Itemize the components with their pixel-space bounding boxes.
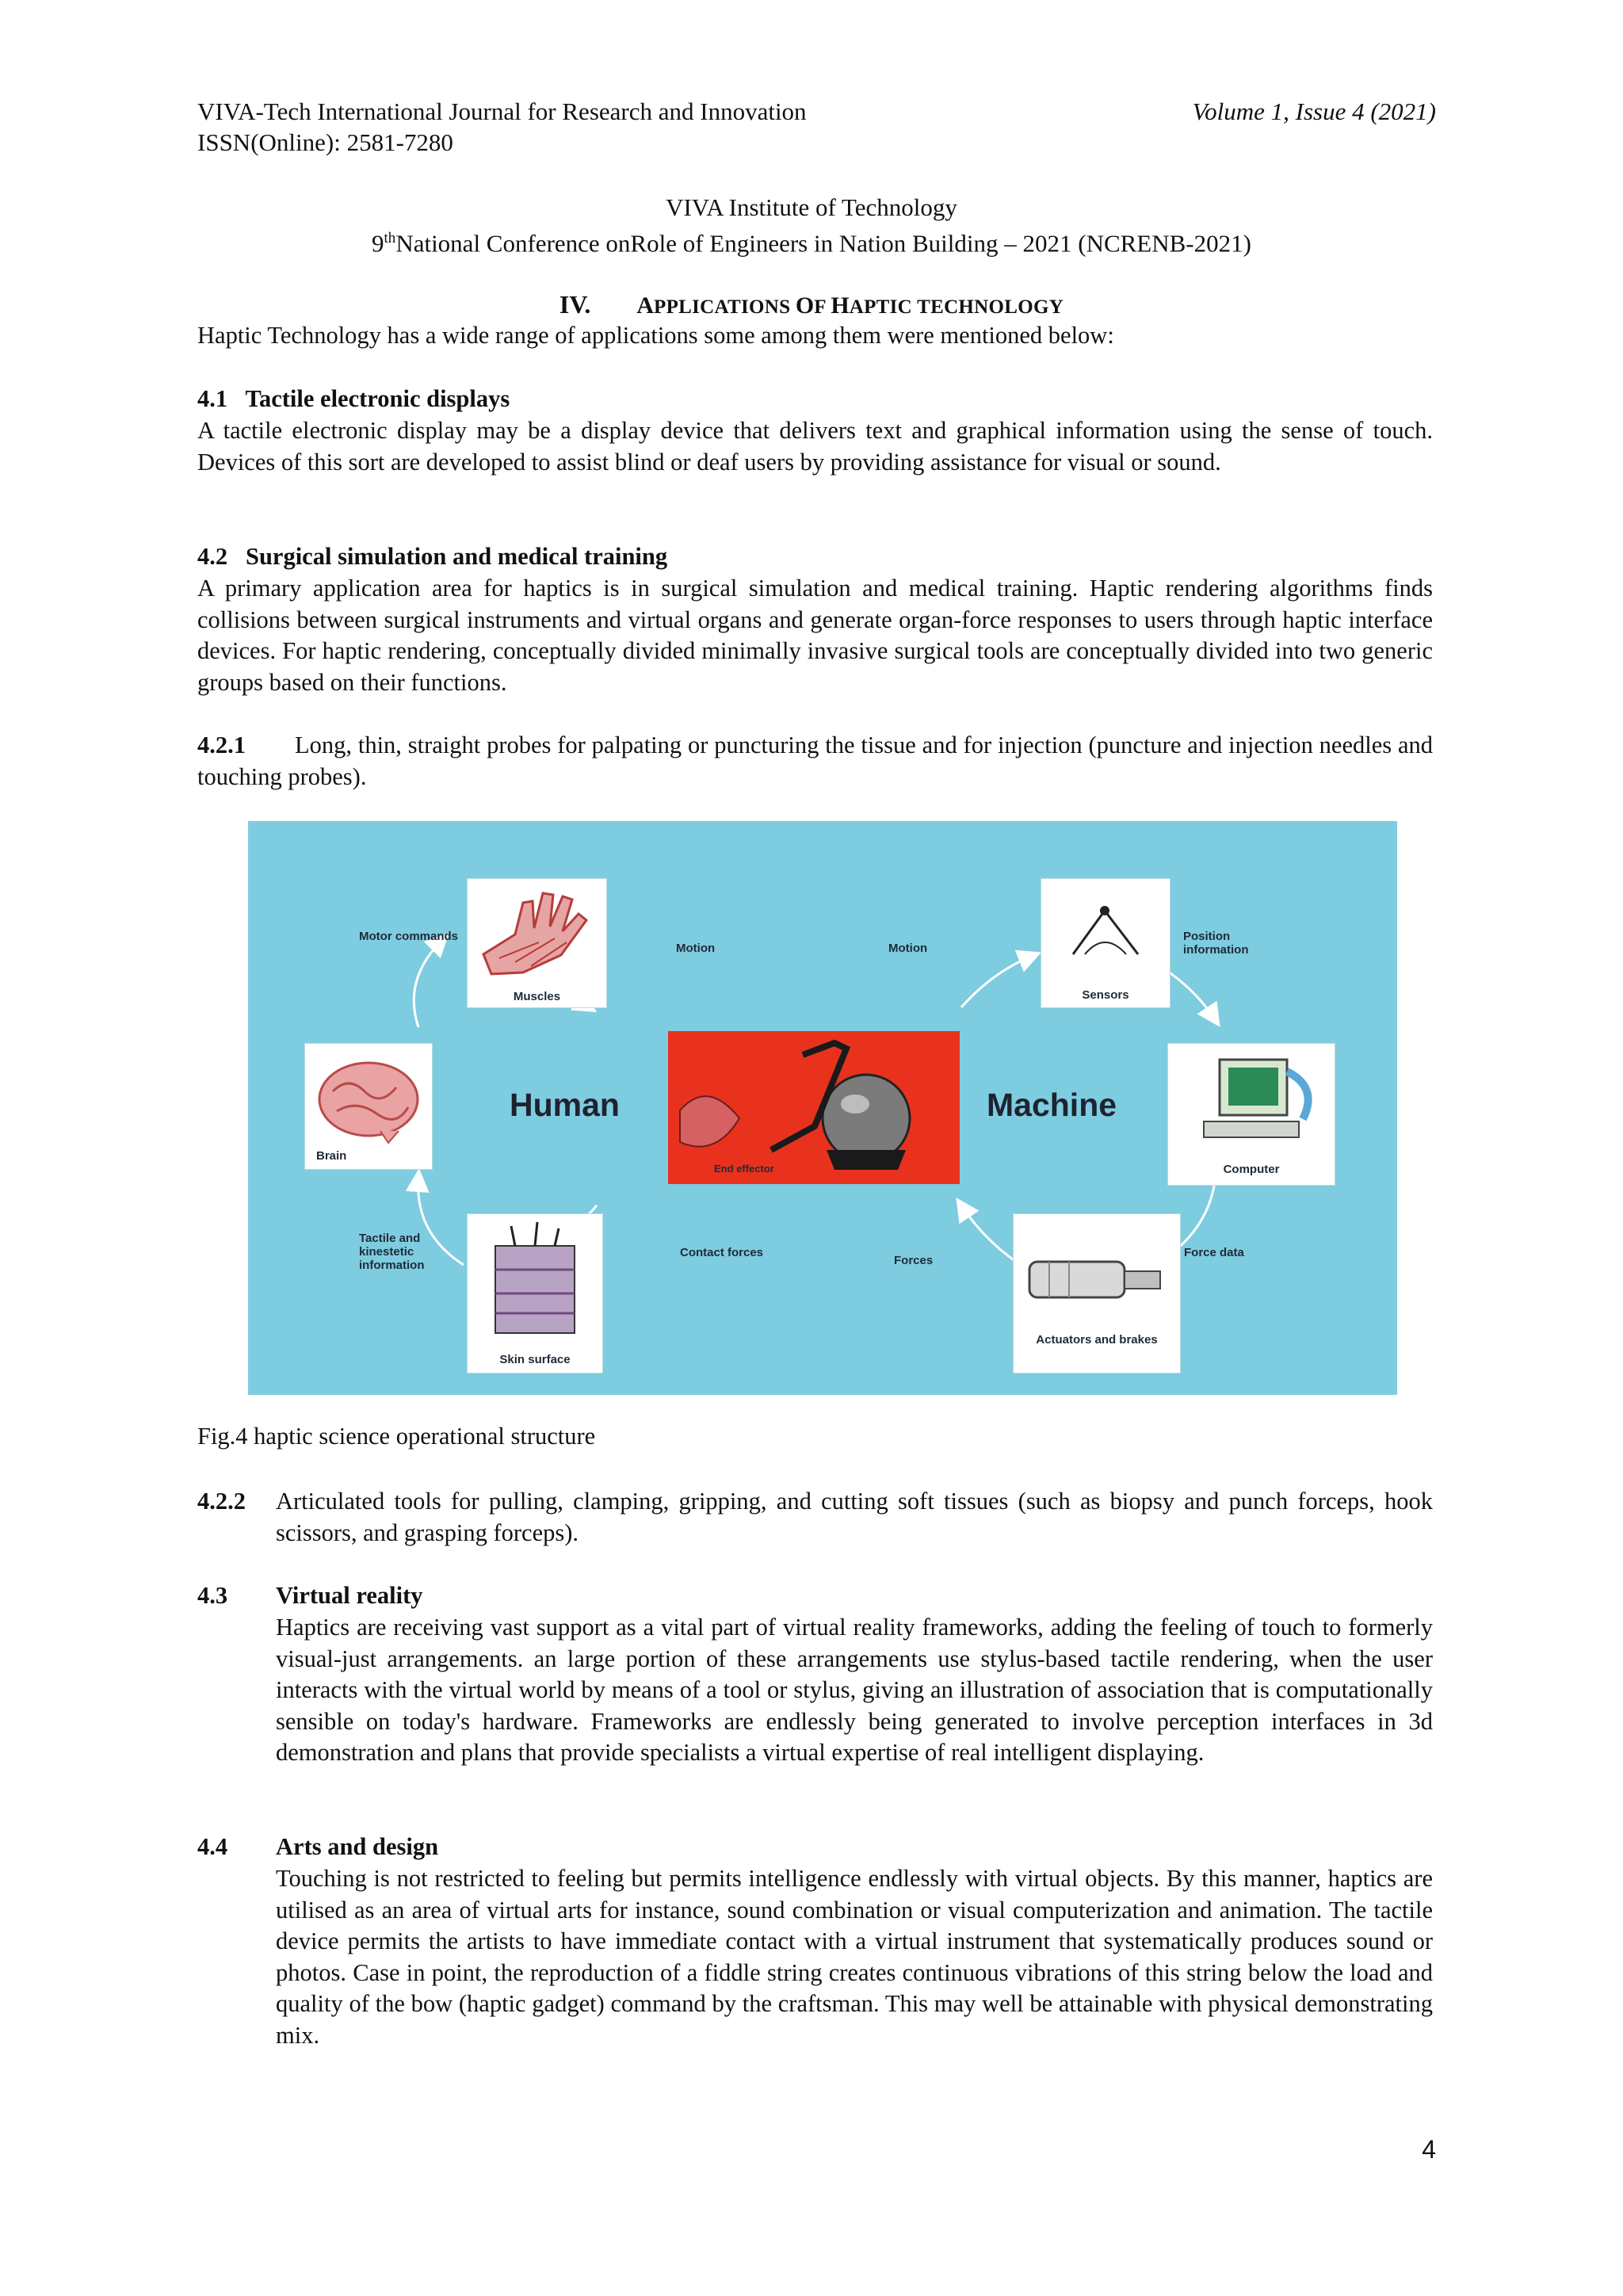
section-title-part: F [814, 296, 831, 318]
paragraph-4-3: Haptics are receiving vast support as a vital part of virtual reality frameworks, adding the feeling of touch to formerly visual-just arrangements. an large portion of these arrangements use stylus-based tactile rendering, when the user interacts with the virtual world by means of a tool or stylus, giving an illustration of association that is computationally sensible on today's hardware. Frameworks are endlessly being generated to involve perception interfaces in 3d demonstration and plans that provide specialists a virtual expertise of real intelligent displaying. [276, 1614, 1433, 1766]
section-title [0, 288, 1623, 323]
journal-name: VIVA-Tech International Journal for Research and Innovation [197, 97, 807, 125]
conference-ordinal: th [384, 230, 396, 246]
paragraph-4-2: A primary application area for haptics is in surgical simulation and medical training. Haptic rendering algorithms finds collisions between surgical instruments and virtual organs and generate organ-force responses to users through haptic interface devices. For haptic rendering, conceptually divided minimally invasive surgical tools are conceptually divided into two generic groups based on their functions. [197, 575, 1433, 696]
sensors-label: Sensors [1082, 988, 1129, 1002]
paragraph-4-2-2: Articulated tools for pulling, clamping, gripping, and cutting soft tissues (such as biopsy and punch forceps, hook scissors, and grasping forceps). [276, 1488, 1433, 1546]
robot-arm-icon [668, 1031, 960, 1184]
tactile-info-label: Tactile and kinestetic information [359, 1232, 425, 1272]
heading-4-2: 4.2 Surgical simulation and medical training [197, 543, 668, 570]
section-number: IV. [559, 290, 591, 319]
muscles-label: Muscles [513, 990, 561, 1003]
motion-right-label: Motion [888, 942, 928, 955]
force-data-label: Force data [1184, 1246, 1244, 1259]
conference-number: 9 [372, 229, 384, 258]
section-title-part: PPLICATIONS [654, 296, 796, 318]
haptic-structure-figure [248, 821, 1397, 1395]
motion-left-label: Motion [676, 942, 716, 955]
brain-box [304, 1043, 433, 1170]
skin-surface-icon [468, 1214, 602, 1349]
conference-title: National Conference onRole of Engineers in Nation Building – 2021 (NCRENB-2021) [395, 229, 1251, 258]
end-effector-label: End effector [714, 1163, 774, 1175]
paragraph-4-4: Touching is not restricted to feeling but permits intelligence endlessly with virtual objects. By this manner, haptics are utilised as an area of virtual arts for instance, sound combination or visual computerization and animation. The tactile device permits the artists to have immediate contact with a virtual instrument that systematically produces sound or photos. Case in point, the reproduction of a fiddle string creates continuous vibrations of this string below the load and quality of the bow (haptic gadget) command by the craftsman. This may well be attainable with physical demonstrating mix. [276, 1865, 1433, 2049]
computer-label: Computer [1223, 1163, 1280, 1176]
conference-name [0, 223, 1623, 259]
machine-label: Machine [987, 1087, 1117, 1123]
skin-surface-box [467, 1213, 603, 1373]
actuators-box [1013, 1213, 1181, 1373]
actuator-brake-icon [1014, 1214, 1180, 1333]
heading-4-1: 4.1 Tactile electronic displays [197, 385, 510, 412]
section-intro: Haptic Technology has a wide range of applications some among them were mentioned below: [197, 322, 1114, 349]
brain-icon [305, 1044, 432, 1147]
section-title-part: A [636, 292, 654, 319]
brain-label: Brain [316, 1149, 347, 1163]
position-information-label: Position information [1183, 930, 1249, 957]
page-number: 4 [1422, 2135, 1436, 2164]
volume-issue: Volume 1, Issue 4 (2021) [1192, 97, 1436, 125]
section-title-part: APTIC TECHNOLOGY [849, 296, 1064, 318]
computer-box [1167, 1043, 1335, 1186]
figure-caption: Fig.4 haptic science operational structure [197, 1423, 596, 1450]
heading-4-4: Arts and design [276, 1833, 439, 1860]
actuators-label: Actuators and brakes [1036, 1333, 1158, 1347]
contact-forces-label: Contact forces [680, 1246, 764, 1259]
forces-label: Forces [894, 1254, 934, 1267]
human-label: Human [510, 1087, 620, 1123]
muscles-box [467, 878, 607, 1008]
skin-surface-label: Skin surface [499, 1353, 571, 1366]
section-title-part: O [795, 292, 815, 319]
number-4-2-1: 4.2.1 [197, 732, 246, 758]
computer-icon [1168, 1044, 1335, 1163]
sensors-box [1041, 878, 1170, 1008]
sensor-angle-icon [1041, 879, 1170, 990]
section-title-part: H [831, 292, 850, 319]
issn: ISSN(Online): 2581-7280 [197, 128, 453, 156]
motor-commands-label: Motor commands [359, 930, 459, 943]
paragraph-4-2-1: Long, thin, straight probes for palpating or puncturing the tissue and for injection (puncture and injection needles and touching probes). [197, 732, 1433, 790]
number-4-2-2: 4.2.2 [197, 1488, 246, 1515]
number-4-4: 4.4 [197, 1833, 228, 1860]
institute-name: VIVA Institute of Technology [666, 193, 957, 221]
heading-4-3: Virtual reality [276, 1582, 423, 1609]
hand-muscle-icon [468, 879, 606, 990]
number-4-3: 4.3 [197, 1582, 228, 1609]
end-effector-box [668, 1031, 960, 1184]
paragraph-4-1: A tactile electronic display may be a display device that delivers text and graphical information using the sense of touch. Devices of this sort are developed to assist blind or deaf users by providing assistance for visual or sound. [197, 417, 1433, 476]
